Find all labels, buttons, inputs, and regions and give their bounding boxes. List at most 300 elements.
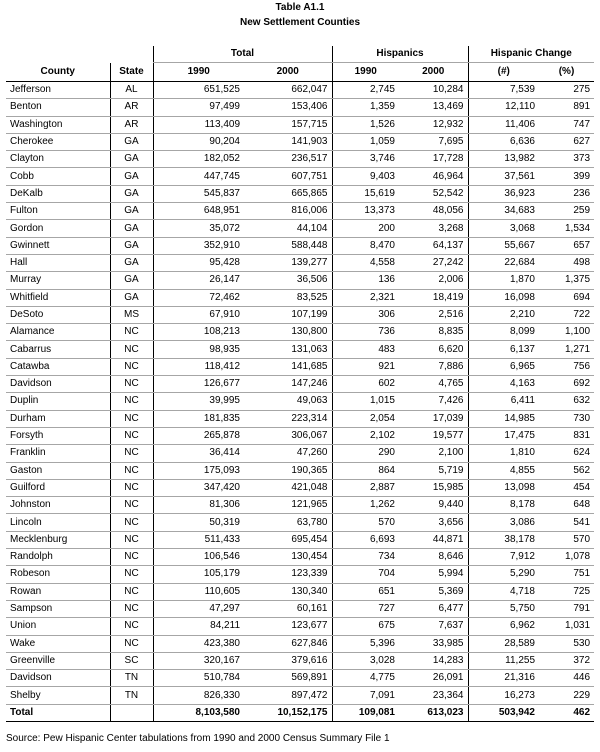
cell-state: GA	[110, 272, 153, 289]
cell-hispanics-1990: 602	[332, 376, 399, 393]
cell-county: Duplin	[6, 393, 110, 410]
cell-hispanics-2000: 7,426	[399, 393, 468, 410]
cell-total-2000: 306,067	[244, 427, 332, 444]
column-header-state: State	[110, 63, 153, 82]
cell-hispanics-2000: 13,469	[399, 99, 468, 116]
cell-hispanics-2000: 5,994	[399, 566, 468, 583]
cell-total-2000: 83,525	[244, 289, 332, 306]
cell-state: NC	[110, 324, 153, 341]
cell-change-number: 37,561	[468, 168, 539, 185]
cell-change-percent: 373	[539, 151, 594, 168]
total-label: Total	[6, 704, 110, 721]
cell-state: NC	[110, 341, 153, 358]
table-row	[6, 618, 594, 635]
cell-county: Cabarrus	[6, 341, 110, 358]
cell-state: MS	[110, 306, 153, 323]
cell-county: Wake	[6, 635, 110, 652]
cell-hispanics-2000: 7,886	[399, 358, 468, 375]
cell-state: NC	[110, 410, 153, 427]
cell-change-percent: 446	[539, 670, 594, 687]
cell-hispanics-2000: 4,765	[399, 376, 468, 393]
cell-hispanics-2000: 2,516	[399, 306, 468, 323]
table-row	[6, 133, 594, 150]
column-header-change-percent: (%)	[539, 63, 594, 82]
cell-total-2000: 141,903	[244, 133, 332, 150]
cell-total-2000: 60,161	[244, 600, 332, 617]
cell-change-percent: 624	[539, 445, 594, 462]
cell-state: AR	[110, 116, 153, 133]
cell-hispanics-1990: 7,091	[332, 687, 399, 704]
cell-hispanics-2000: 10,284	[399, 82, 468, 99]
table-row	[6, 479, 594, 496]
table-row	[6, 600, 594, 617]
cell-county: Rowan	[6, 583, 110, 600]
table-row	[6, 514, 594, 531]
cell-state: NC	[110, 514, 153, 531]
table-row	[6, 116, 594, 133]
settlement-counties-table	[6, 46, 594, 722]
cell-county: Forsyth	[6, 427, 110, 444]
cell-hispanics-2000: 27,242	[399, 254, 468, 271]
cell-hispanics-1990: 651	[332, 583, 399, 600]
cell-hispanics-1990: 2,745	[332, 82, 399, 99]
cell-change-percent: 259	[539, 203, 594, 220]
cell-county: Catawba	[6, 358, 110, 375]
cell-state: GA	[110, 220, 153, 237]
cell-change-number: 12,110	[468, 99, 539, 116]
cell-hispanics-1990: 3,746	[332, 151, 399, 168]
cell-total-2000: 662,047	[244, 82, 332, 99]
cell-state: GA	[110, 203, 153, 220]
cell-hispanics-1990: 921	[332, 358, 399, 375]
cell-total-1990: 50,319	[153, 514, 244, 531]
cell-county: Sampson	[6, 600, 110, 617]
table-row	[6, 289, 594, 306]
cell-change-number: 38,178	[468, 531, 539, 548]
cell-change-number: 5,290	[468, 566, 539, 583]
column-header-total-1990: 1990	[153, 63, 244, 82]
cell-county: Murray	[6, 272, 110, 289]
cell-total-1990: 90,204	[153, 133, 244, 150]
cell-hispanics-2000: 14,283	[399, 652, 468, 669]
column-header-hispanics-1990: 1990	[332, 63, 399, 82]
cell-total-2000: 897,472	[244, 687, 332, 704]
column-header-change-number: (#)	[468, 63, 539, 82]
cell-county: Benton	[6, 99, 110, 116]
cell-change-number: 3,068	[468, 220, 539, 237]
group-header-hispanic-change: Hispanic Change	[468, 46, 594, 63]
cell-hispanics-2000: 8,646	[399, 549, 468, 566]
cell-total-2000: 153,406	[244, 99, 332, 116]
cell-state: NC	[110, 635, 153, 652]
cell-county: Gaston	[6, 462, 110, 479]
cell-total-1990: 648,951	[153, 203, 244, 220]
cell-total-1990: 39,995	[153, 393, 244, 410]
cell-total-2000: 36,506	[244, 272, 332, 289]
cell-state: NC	[110, 462, 153, 479]
cell-change-percent: 1,534	[539, 220, 594, 237]
table-row	[6, 168, 594, 185]
table-row	[6, 445, 594, 462]
cell-change-number: 17,475	[468, 427, 539, 444]
cell-change-number: 5,750	[468, 600, 539, 617]
cell-state: GA	[110, 151, 153, 168]
cell-change-number: 14,985	[468, 410, 539, 427]
cell-hispanics-1990: 9,403	[332, 168, 399, 185]
total-row	[6, 704, 594, 721]
cell-total-2000: 190,365	[244, 462, 332, 479]
cell-total-1990: 826,330	[153, 687, 244, 704]
cell-hispanics-1990: 2,054	[332, 410, 399, 427]
cell-total-1990: 511,433	[153, 531, 244, 548]
table-row	[6, 82, 594, 99]
table-row	[6, 583, 594, 600]
cell-hispanics-2000: 6,620	[399, 341, 468, 358]
cell-total-1990: 320,167	[153, 652, 244, 669]
cell-total-2000: 816,006	[244, 203, 332, 220]
cell-change-percent: 236	[539, 185, 594, 202]
cell-change-percent: 1,271	[539, 341, 594, 358]
table-row	[6, 393, 594, 410]
cell-state: NC	[110, 393, 153, 410]
cell-change-number: 6,636	[468, 133, 539, 150]
cell-change-percent: 722	[539, 306, 594, 323]
table-row	[6, 652, 594, 669]
cell-total-1990: 67,910	[153, 306, 244, 323]
table-row	[6, 254, 594, 271]
table-row	[6, 306, 594, 323]
total-total-2000: 10,152,175	[244, 704, 332, 721]
cell-county: Franklin	[6, 445, 110, 462]
cell-total-1990: 47,297	[153, 600, 244, 617]
cell-hispanics-1990: 1,359	[332, 99, 399, 116]
cell-state: NC	[110, 549, 153, 566]
cell-state: GA	[110, 185, 153, 202]
cell-change-number: 6,411	[468, 393, 539, 410]
cell-county: Cherokee	[6, 133, 110, 150]
table-subtitle: New Settlement Counties	[239, 17, 361, 28]
cell-county: Johnston	[6, 497, 110, 514]
cell-hispanics-2000: 26,091	[399, 670, 468, 687]
table-row	[6, 341, 594, 358]
cell-total-2000: 147,246	[244, 376, 332, 393]
cell-total-1990: 113,409	[153, 116, 244, 133]
cell-change-percent: 692	[539, 376, 594, 393]
cell-total-2000: 421,048	[244, 479, 332, 496]
cell-hispanics-1990: 306	[332, 306, 399, 323]
cell-state: NC	[110, 479, 153, 496]
table-row	[6, 410, 594, 427]
group-header-total: Total	[153, 46, 332, 63]
cell-hispanics-1990: 136	[332, 272, 399, 289]
cell-state: NC	[110, 583, 153, 600]
cell-county: Greenville	[6, 652, 110, 669]
cell-change-percent: 694	[539, 289, 594, 306]
cell-hispanics-2000: 7,637	[399, 618, 468, 635]
cell-total-1990: 81,306	[153, 497, 244, 514]
cell-hispanics-2000: 7,695	[399, 133, 468, 150]
cell-state: NC	[110, 531, 153, 548]
cell-hispanics-1990: 4,558	[332, 254, 399, 271]
cell-change-percent: 530	[539, 635, 594, 652]
total-change-percent: 462	[539, 704, 594, 721]
cell-change-percent: 627	[539, 133, 594, 150]
cell-county: DeSoto	[6, 306, 110, 323]
table-row	[6, 272, 594, 289]
source-note: Source: Pew Hispanic Center tabulations from 1990 and 2000 Census Summary File 1	[6, 733, 390, 744]
table-row	[6, 324, 594, 341]
cell-total-2000: 569,891	[244, 670, 332, 687]
cell-hispanics-2000: 2,100	[399, 445, 468, 462]
table-row	[6, 358, 594, 375]
cell-change-percent: 1,078	[539, 549, 594, 566]
cell-total-2000: 49,063	[244, 393, 332, 410]
cell-change-percent: 372	[539, 652, 594, 669]
cell-change-number: 2,210	[468, 306, 539, 323]
cell-hispanics-1990: 2,102	[332, 427, 399, 444]
cell-hispanics-2000: 6,477	[399, 600, 468, 617]
cell-change-percent: 751	[539, 566, 594, 583]
cell-county: Randolph	[6, 549, 110, 566]
cell-state: NC	[110, 497, 153, 514]
cell-change-percent: 747	[539, 116, 594, 133]
cell-change-number: 7,912	[468, 549, 539, 566]
cell-state: NC	[110, 618, 153, 635]
cell-hispanics-2000: 17,728	[399, 151, 468, 168]
cell-total-1990: 447,745	[153, 168, 244, 185]
cell-total-2000: 130,800	[244, 324, 332, 341]
cell-hispanics-1990: 2,321	[332, 289, 399, 306]
cell-change-percent: 730	[539, 410, 594, 427]
cell-hispanics-1990: 8,470	[332, 237, 399, 254]
cell-state: GA	[110, 289, 153, 306]
cell-change-number: 6,962	[468, 618, 539, 635]
table-row	[6, 635, 594, 652]
column-header-row	[6, 63, 594, 82]
table-row	[6, 497, 594, 514]
table-row	[6, 549, 594, 566]
cell-total-2000: 123,677	[244, 618, 332, 635]
cell-hispanics-2000: 17,039	[399, 410, 468, 427]
cell-hispanics-1990: 483	[332, 341, 399, 358]
cell-state: NC	[110, 358, 153, 375]
group-header-hispanics: Hispanics	[332, 46, 468, 63]
cell-change-number: 34,683	[468, 203, 539, 220]
cell-total-1990: 651,525	[153, 82, 244, 99]
cell-change-number: 21,316	[468, 670, 539, 687]
cell-hispanics-2000: 19,577	[399, 427, 468, 444]
cell-state: GA	[110, 237, 153, 254]
cell-county: Mecklenburg	[6, 531, 110, 548]
cell-change-number: 8,099	[468, 324, 539, 341]
cell-total-2000: 236,517	[244, 151, 332, 168]
cell-state: NC	[110, 445, 153, 462]
cell-hispanics-2000: 12,932	[399, 116, 468, 133]
cell-change-percent: 831	[539, 427, 594, 444]
cell-hispanics-1990: 13,373	[332, 203, 399, 220]
cell-total-1990: 36,414	[153, 445, 244, 462]
cell-hispanics-1990: 6,693	[332, 531, 399, 548]
table-row	[6, 531, 594, 548]
table-row	[6, 566, 594, 583]
cell-hispanics-2000: 8,835	[399, 324, 468, 341]
cell-hispanics-2000: 23,364	[399, 687, 468, 704]
cell-total-2000: 121,965	[244, 497, 332, 514]
cell-hispanics-2000: 52,542	[399, 185, 468, 202]
cell-total-2000: 665,865	[244, 185, 332, 202]
cell-total-1990: 105,179	[153, 566, 244, 583]
cell-total-1990: 97,499	[153, 99, 244, 116]
cell-change-number: 7,539	[468, 82, 539, 99]
cell-hispanics-1990: 15,619	[332, 185, 399, 202]
cell-state: SC	[110, 652, 153, 669]
cell-change-percent: 454	[539, 479, 594, 496]
cell-change-number: 36,923	[468, 185, 539, 202]
cell-state: NC	[110, 376, 153, 393]
cell-county: Guilford	[6, 479, 110, 496]
cell-change-number: 6,965	[468, 358, 539, 375]
cell-change-number: 16,273	[468, 687, 539, 704]
cell-total-1990: 98,935	[153, 341, 244, 358]
table-row	[6, 99, 594, 116]
cell-change-number: 4,718	[468, 583, 539, 600]
cell-change-number: 4,163	[468, 376, 539, 393]
cell-state: NC	[110, 600, 153, 617]
total-hispanics-2000: 613,023	[399, 704, 468, 721]
cell-change-number: 6,137	[468, 341, 539, 358]
cell-county: Gordon	[6, 220, 110, 237]
total-hispanics-1990: 109,081	[332, 704, 399, 721]
cell-hispanics-1990: 5,396	[332, 635, 399, 652]
cell-state: GA	[110, 133, 153, 150]
cell-change-percent: 1,375	[539, 272, 594, 289]
table-row	[6, 462, 594, 479]
cell-total-1990: 423,380	[153, 635, 244, 652]
cell-county: Robeson	[6, 566, 110, 583]
cell-change-percent: 756	[539, 358, 594, 375]
cell-total-1990: 545,837	[153, 185, 244, 202]
table-row	[6, 376, 594, 393]
cell-change-number: 55,667	[468, 237, 539, 254]
cell-county: Gwinnett	[6, 237, 110, 254]
cell-hispanics-1990: 200	[332, 220, 399, 237]
cell-change-percent: 657	[539, 237, 594, 254]
cell-change-number: 8,178	[468, 497, 539, 514]
cell-change-number: 1,870	[468, 272, 539, 289]
column-header-hispanics-2000: 2000	[399, 63, 468, 82]
cell-hispanics-2000: 3,656	[399, 514, 468, 531]
cell-hispanics-2000: 18,419	[399, 289, 468, 306]
total-state	[110, 704, 153, 721]
cell-county: Lincoln	[6, 514, 110, 531]
cell-state: NC	[110, 427, 153, 444]
cell-hispanics-1990: 1,015	[332, 393, 399, 410]
cell-total-1990: 265,878	[153, 427, 244, 444]
cell-total-2000: 695,454	[244, 531, 332, 548]
cell-state: TN	[110, 687, 153, 704]
cell-change-number: 3,086	[468, 514, 539, 531]
cell-hispanics-1990: 2,887	[332, 479, 399, 496]
cell-total-1990: 181,835	[153, 410, 244, 427]
cell-change-number: 11,255	[468, 652, 539, 669]
cell-hispanics-1990: 1,262	[332, 497, 399, 514]
cell-change-number: 13,982	[468, 151, 539, 168]
cell-total-2000: 139,277	[244, 254, 332, 271]
cell-change-percent: 562	[539, 462, 594, 479]
cell-state: GA	[110, 168, 153, 185]
cell-change-percent: 498	[539, 254, 594, 271]
cell-county: Davidson	[6, 376, 110, 393]
table-body	[6, 82, 594, 705]
cell-total-2000: 44,104	[244, 220, 332, 237]
cell-county: Davidson	[6, 670, 110, 687]
cell-total-2000: 131,063	[244, 341, 332, 358]
cell-total-1990: 95,428	[153, 254, 244, 271]
total-change-number: 503,942	[468, 704, 539, 721]
cell-hispanics-2000: 64,137	[399, 237, 468, 254]
cell-change-percent: 1,031	[539, 618, 594, 635]
cell-hispanics-2000: 2,006	[399, 272, 468, 289]
cell-hispanics-2000: 44,871	[399, 531, 468, 548]
table-row	[6, 151, 594, 168]
cell-hispanics-1990: 864	[332, 462, 399, 479]
cell-total-1990: 510,784	[153, 670, 244, 687]
group-header-row	[6, 46, 594, 63]
cell-county: Alamance	[6, 324, 110, 341]
cell-state: AL	[110, 82, 153, 99]
table-row	[6, 687, 594, 704]
cell-change-percent: 541	[539, 514, 594, 531]
cell-change-percent: 891	[539, 99, 594, 116]
cell-hispanics-1990: 570	[332, 514, 399, 531]
total-total-1990: 8,103,580	[153, 704, 244, 721]
cell-total-1990: 175,093	[153, 462, 244, 479]
cell-change-percent: 725	[539, 583, 594, 600]
cell-hispanics-2000: 48,056	[399, 203, 468, 220]
cell-hispanics-1990: 704	[332, 566, 399, 583]
cell-hispanics-1990: 727	[332, 600, 399, 617]
cell-total-1990: 347,420	[153, 479, 244, 496]
cell-change-number: 4,855	[468, 462, 539, 479]
cell-hispanics-1990: 4,775	[332, 670, 399, 687]
cell-hispanics-1990: 734	[332, 549, 399, 566]
cell-total-1990: 72,462	[153, 289, 244, 306]
cell-hispanics-2000: 46,964	[399, 168, 468, 185]
cell-total-1990: 182,052	[153, 151, 244, 168]
cell-county: Durham	[6, 410, 110, 427]
cell-hispanics-1990: 290	[332, 445, 399, 462]
cell-total-2000: 123,339	[244, 566, 332, 583]
cell-total-2000: 607,751	[244, 168, 332, 185]
cell-hispanics-2000: 5,369	[399, 583, 468, 600]
cell-change-number: 11,406	[468, 116, 539, 133]
cell-total-2000: 223,314	[244, 410, 332, 427]
cell-county: Jefferson	[6, 82, 110, 99]
cell-change-percent: 648	[539, 497, 594, 514]
cell-hispanics-2000: 15,985	[399, 479, 468, 496]
cell-hispanics-1990: 1,059	[332, 133, 399, 150]
cell-total-2000: 157,715	[244, 116, 332, 133]
cell-change-number: 13,098	[468, 479, 539, 496]
cell-county: Washington	[6, 116, 110, 133]
table-row	[6, 427, 594, 444]
cell-hispanics-1990: 3,028	[332, 652, 399, 669]
cell-total-1990: 35,072	[153, 220, 244, 237]
cell-change-percent: 632	[539, 393, 594, 410]
cell-total-1990: 110,605	[153, 583, 244, 600]
cell-county: DeKalb	[6, 185, 110, 202]
cell-change-percent: 570	[539, 531, 594, 548]
